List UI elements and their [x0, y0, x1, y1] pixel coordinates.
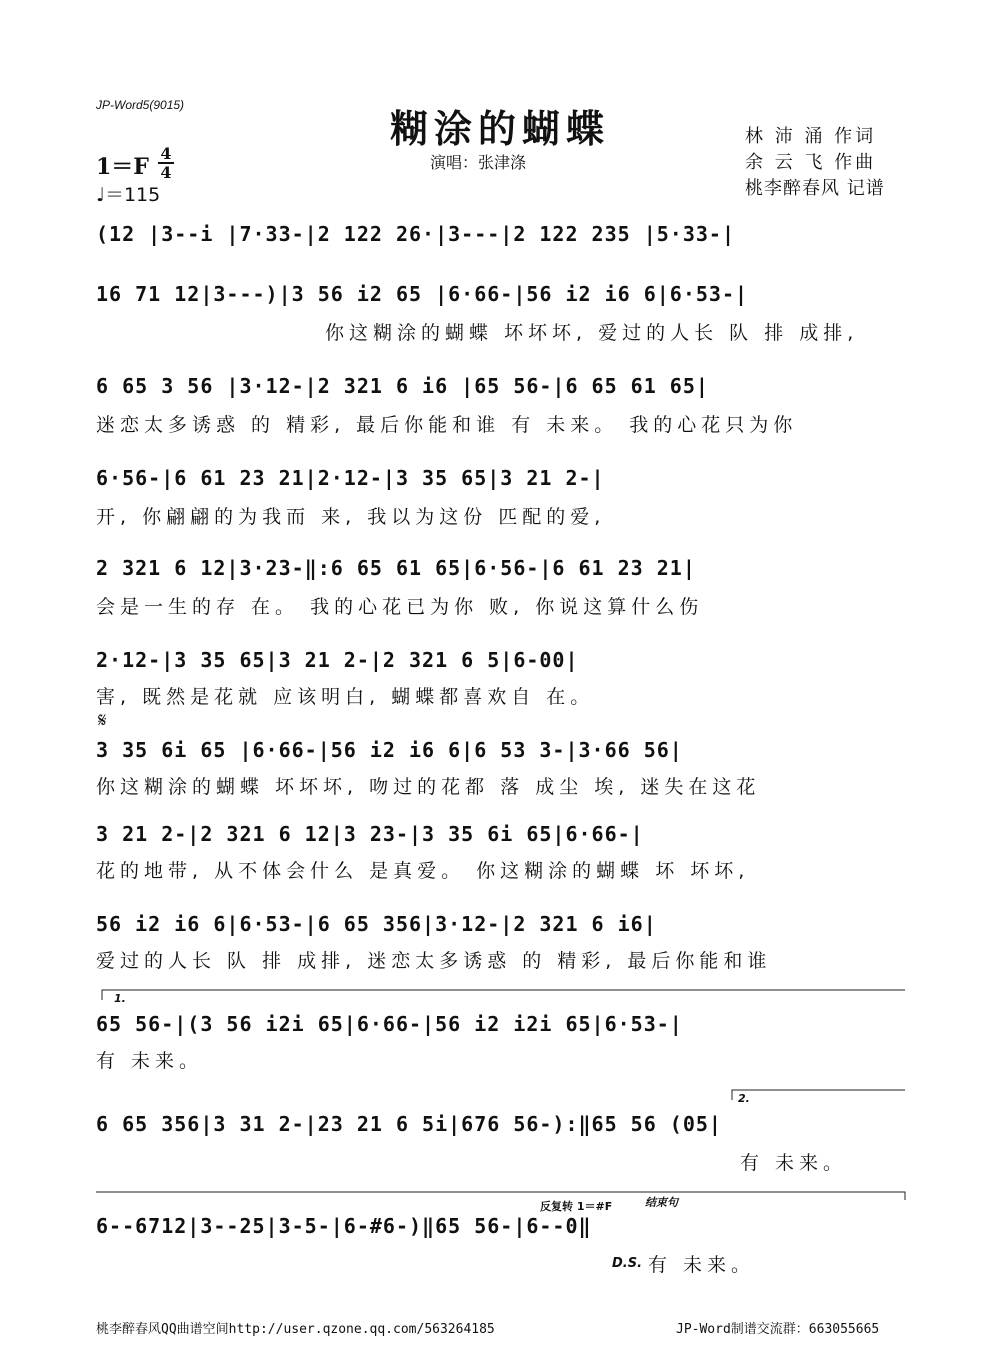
composer-credit: 余 云 飞 作曲 [745, 152, 877, 173]
source-label: JP-Word5(9015) [96, 98, 185, 112]
lyric-line-7: 你这糊涂的蝴蝶 坏坏坏, 吻过的花都 落 成尘 埃, 迷失在这花 [96, 776, 761, 798]
time-bottom: 4 [160, 163, 172, 182]
time-top: 4 [160, 144, 172, 163]
lyric-line-5: 会是一生的存 在。 我的心花已为你 败, 你说这算什么伤 [96, 596, 704, 618]
notation-line-12: 6--6712|3--25|3-5-|6-#6-)‖65 56-|6--0‖ [96, 1214, 592, 1238]
ending-label: 结束句 [645, 1196, 678, 1209]
lyricist-credit: 林 沛 涌 作词 [745, 126, 877, 147]
lyric-line-12: 有 未来。 [648, 1254, 756, 1276]
song-title: 糊涂的蝴蝶 [389, 107, 610, 151]
notation-line-6: 2·12-|3 35 65|3 21 2-|2 321 6 5|6-00| [96, 648, 579, 672]
footer-left: 桃李醉春风QQ曲谱空间http://user.qzone.qq.com/563264185 [96, 1322, 495, 1337]
notation-line-10: 65 56-|(3 56 i2i 65|6·66-|56 i2 i2i 65|6·53-| [96, 1012, 683, 1036]
lyric-line-2: 你这糊涂的蝴蝶 坏坏坏, 爱过的人长 队 排 成排, [325, 322, 859, 344]
singer-label: 演唱：张津涤 [430, 153, 527, 172]
notation-line-2: 16 71 12|3---)|3 56 i2 65 |6·66-|56 i2 i6 6|6·53-| [96, 282, 749, 306]
volta-1-label: 1. [114, 992, 126, 1005]
notation-line-4: 6·56-|6 61 23 21|2·12-|3 35 65|3 21 2-| [96, 466, 605, 490]
notation-line-3: 6 65 3 56 |3·12-|2 321 6 i6 |65 56-|6 65 61 65| [96, 374, 709, 398]
volta-2-bracket [732, 1090, 905, 1100]
segno-icon: 𝄋 [98, 708, 107, 732]
notation-line-8: 3 21 2-|2 321 6 12|3 23-|3 35 6i 65|6·66-| [96, 822, 644, 846]
tempo-marking: ♩＝115 [96, 184, 161, 206]
notation-line-7: 3 35 6i 65 |6·66-|56 i2 i6 6|6 53 3-|3·66 56| [96, 738, 683, 762]
transcriber-credit: 桃李醉春风 记谱 [745, 178, 885, 199]
volta-2-label: 2. [738, 1092, 750, 1105]
lyric-line-3: 迷恋太多诱惑 的 精彩, 最后你能和谁 有 未来。 我的心花只为你 [96, 414, 798, 436]
volta-1-bracket [102, 990, 905, 1000]
key-signature: 1＝F [96, 154, 149, 180]
lyric-line-9: 爱过的人长 队 排 成排, 迷恋太多诱惑 的 精彩, 最后你能和谁 [96, 950, 772, 972]
lyric-line-10: 有 未来。 [96, 1050, 204, 1072]
notation-line-11: 6 65 356|3 31 2-|23 21 6 5i|676 56-):‖65 56 (05| [96, 1112, 722, 1136]
footer-right: JP-Word制谱交流群：663055665 [676, 1322, 880, 1337]
notation-line-5: 2 321 6 12|3·23-‖:6 65 61 65|6·56-|6 61 23 21| [96, 556, 696, 580]
lyric-line-4: 开, 你翩翩的为我而 来, 我以为这份 匹配的爱, [96, 506, 606, 528]
lyric-line-11: 有 未来。 [740, 1152, 848, 1174]
ds-marking: D.S. [612, 1256, 643, 1271]
lyric-line-6: 害, 既然是花就 应该明白, 蝴蝶都喜欢自 在。 [96, 686, 595, 708]
repeat-key-change: 反复转 1＝#F [540, 1200, 613, 1213]
notation-line-9: 56 i2 i6 6|6·53-|6 65 356|3·12-|2 321 6 i6| [96, 912, 657, 936]
notation-line-1: (12 |3--i |7·33-|2 122 26·|3---|2 122 235 |5·33-| [96, 222, 736, 246]
ending-bracket [96, 1192, 905, 1200]
lyric-line-8: 花的地带, 从不体会什么 是真爱。 你这糊涂的蝴蝶 坏 坏坏, [96, 860, 750, 882]
